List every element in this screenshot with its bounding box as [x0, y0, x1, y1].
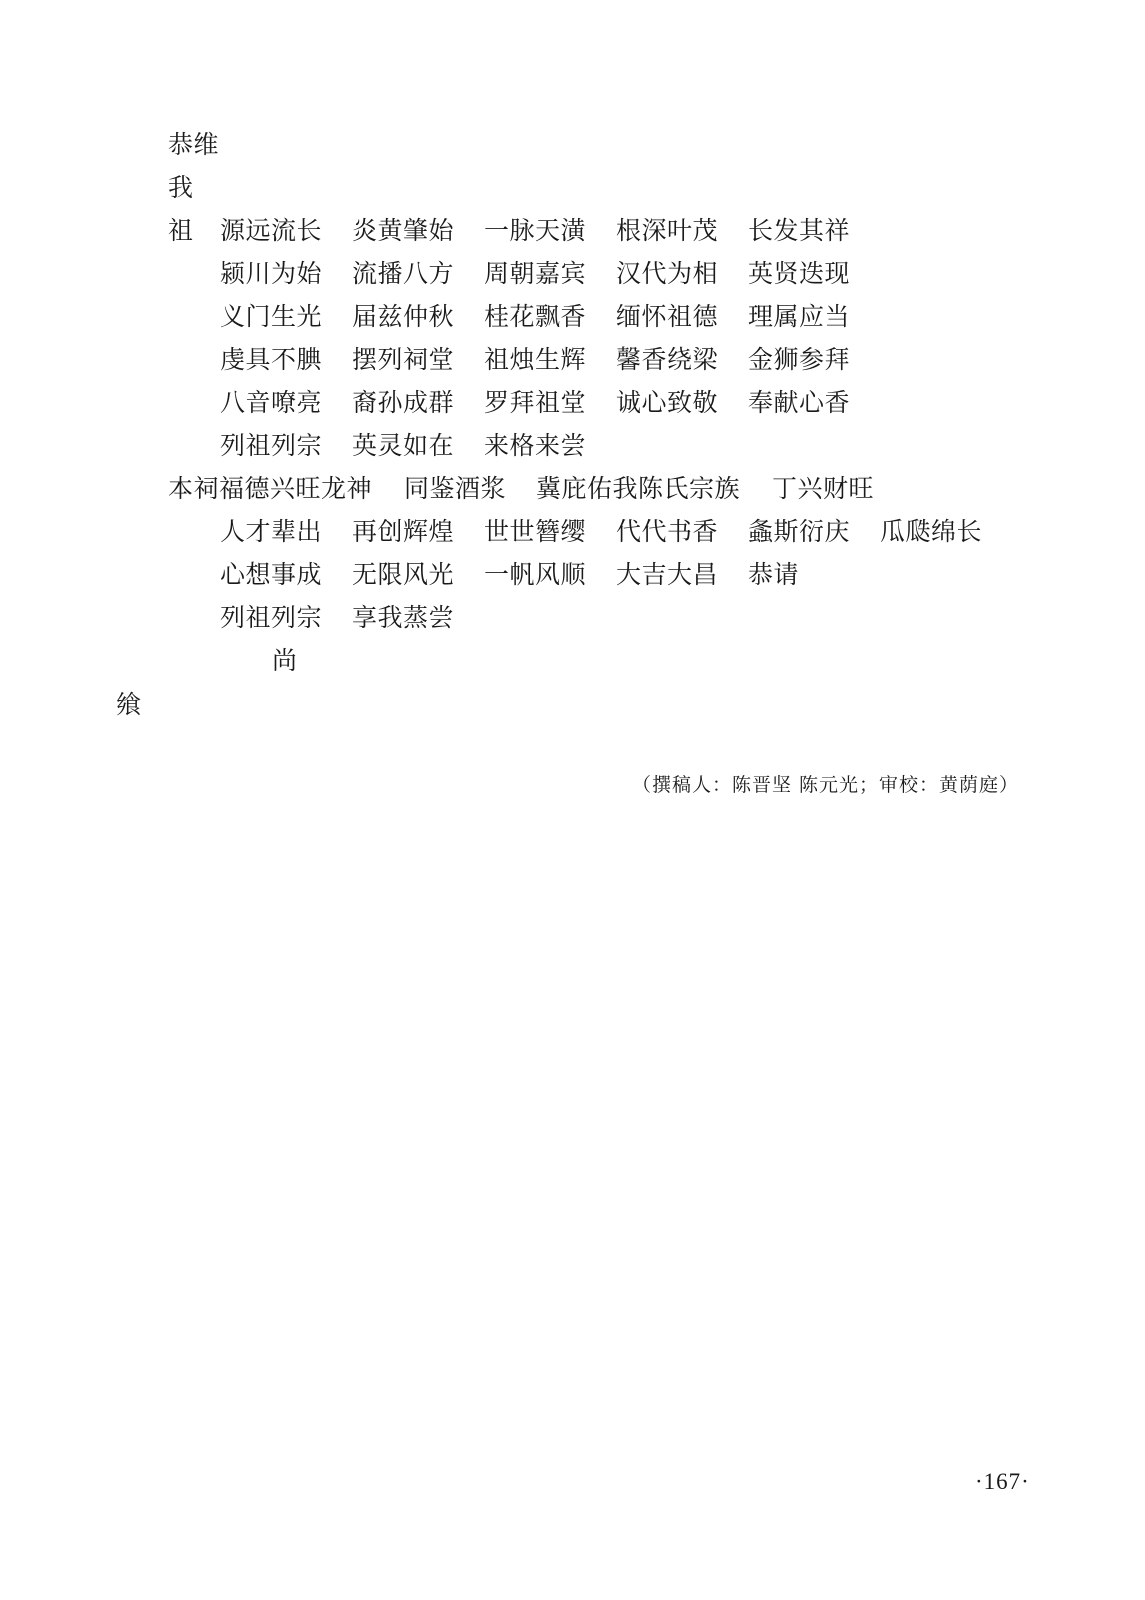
phrase: 世世簪缨 — [484, 517, 587, 546]
phrase: 再创辉煌 — [352, 517, 455, 546]
phrase: 一帆风顺 — [484, 560, 587, 589]
phrase: 罗拜祖堂 — [484, 388, 587, 417]
phrase: 一脉天潢 — [484, 216, 587, 245]
phrase: 长发其祥 — [748, 216, 851, 245]
phrase: 理属应当 — [748, 302, 851, 331]
phrase: 祖 — [168, 216, 194, 245]
phrase: 八音嘹亮 — [220, 388, 323, 417]
phrase: 丁兴财旺 — [772, 474, 875, 503]
phrase: 虔具不腆 — [220, 345, 323, 374]
phrase: 源远流长 — [220, 216, 323, 245]
phrase: 祖烛生辉 — [484, 345, 587, 374]
phrase: 奉献心香 — [748, 388, 851, 417]
phrase: 义门生光 — [220, 302, 323, 331]
phrase: 我 — [168, 173, 194, 202]
phrase: 炎黄肇始 — [352, 216, 455, 245]
phrase: 螽斯衍庆 — [748, 517, 851, 546]
phrase: 届兹仲秋 — [352, 302, 455, 331]
page-number: ·167· — [975, 1469, 1030, 1494]
phrase: 本祠福德兴旺龙神 — [168, 474, 373, 503]
phrase: 人才辈出 — [220, 517, 323, 546]
phrase: 流播八方 — [352, 259, 455, 288]
phrase: 列祖列宗 — [220, 603, 323, 632]
phrase: 馨香绕梁 — [616, 345, 719, 374]
phrase: 来格来尝 — [484, 431, 587, 460]
phrase: 飨 — [116, 690, 142, 719]
phrase: 根深叶茂 — [616, 216, 719, 245]
phrase: 列祖列宗 — [220, 431, 323, 460]
phrase: 恭请 — [748, 560, 800, 589]
phrase: 裔孙成群 — [352, 388, 455, 417]
phrase: 周朝嘉宾 — [484, 259, 587, 288]
phrase: 代代书香 — [616, 517, 719, 546]
phrase: 享我蒸尝 — [352, 603, 455, 632]
phrase: 诚心致敬 — [616, 388, 719, 417]
phrase: 颍川为始 — [220, 259, 323, 288]
phrase: 同鉴酒浆 — [404, 474, 507, 503]
phrase: 摆列祠堂 — [352, 345, 455, 374]
phrase: 心想事成 — [220, 560, 323, 589]
phrase: 恭维 — [168, 130, 220, 159]
phrase: 尚 — [272, 646, 298, 675]
phrase: 缅怀祖德 — [616, 302, 719, 331]
phrase: 瓜瓞绵长 — [880, 517, 983, 546]
phrase: 英贤迭现 — [748, 259, 851, 288]
phrase: 汉代为相 — [616, 259, 719, 288]
author-credit: （撰稿人：陈晋坚 陈元光；审校：黄荫庭） — [632, 774, 1020, 796]
phrase: 金狮参拜 — [748, 345, 851, 374]
phrase: 英灵如在 — [352, 431, 455, 460]
phrase: 无限风光 — [352, 560, 455, 589]
phrase: 冀庇佑我陈氏宗族 — [536, 474, 741, 503]
phrase: 桂花飘香 — [484, 302, 587, 331]
phrase: 大吉大昌 — [616, 560, 719, 589]
